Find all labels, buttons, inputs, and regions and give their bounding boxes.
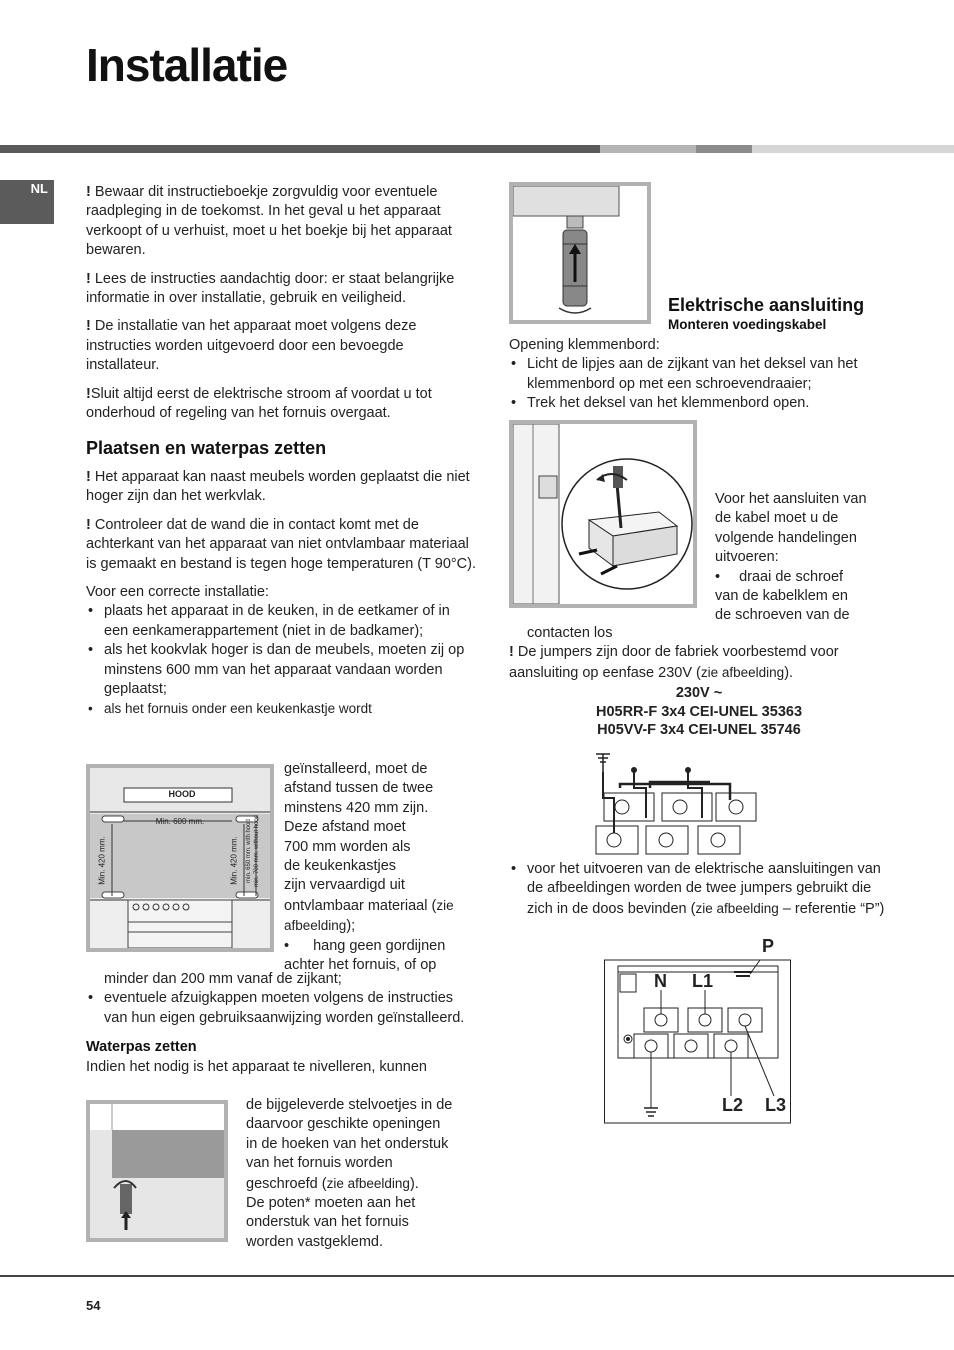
text-line: minstens 420 mm zijn. — [284, 799, 429, 816]
wiring-diagram-230v — [590, 748, 760, 858]
hood-label: HOOD — [168, 789, 196, 799]
intro-paragraph-4 — [86, 385, 476, 424]
text-line: minder dan 200 mm vanaf de zijkant; — [104, 971, 342, 987]
intro-text-3: De installatie van het apparaat moet volgens deze instructies worden uitgevoerd door een bevoegde installateur. — [86, 318, 417, 374]
terminal-box-figure — [509, 420, 697, 608]
intro-paragraph-1 — [86, 183, 476, 261]
bullet-item: • als het fornuis onder een keukenkastje wordt — [86, 699, 476, 718]
figure-reference: zie afbeelding — [326, 1175, 410, 1191]
text-line: De poten* moeten aan het — [246, 1195, 416, 1212]
exclamation-mark: ! — [86, 385, 91, 402]
text-line: de schroeven van de — [715, 607, 850, 624]
label-l1: L1 — [692, 971, 714, 991]
text-span: ). — [409, 1175, 419, 1192]
text-span: ); — [346, 918, 356, 935]
bullet-item: • als het kookvlak hoger is dan de meubels, moeten zij op minstens 600 mm van het apparaat vandaan worden geplaatst; — [86, 641, 476, 699]
text-span: voor het uitvoeren van de elektrische aansluitingen van de afbeeldingen worden de twee jumpers gebruikt die zich in de doos bevinden ( — [527, 861, 881, 917]
text-line: van het fornuis worden — [246, 1155, 393, 1172]
label-n: N — [654, 971, 667, 991]
exclamation-mark: ! — [86, 516, 91, 533]
exclamation-mark: ! — [86, 184, 91, 200]
levelling-wrap-text — [246, 1096, 476, 1252]
levelling-foot-figure — [86, 1100, 228, 1242]
intro-text-2: Lees de instructies aandachtig door: er staat belangrijke informatie in over installatie, gebruik en veiligheid. — [86, 270, 455, 307]
figure-reference: zie afbeelding — [695, 900, 779, 916]
text-line: de bijgeleverde stelvoetjes in de — [246, 1097, 453, 1113]
text-line: uitvoeren: — [715, 549, 779, 566]
exclamation-mark: ! — [86, 318, 91, 335]
levelling-diagram — [90, 1104, 224, 1238]
text-line — [246, 1174, 476, 1194]
text-span: ). — [784, 664, 794, 681]
spec-cable-2: H05VV-F 3x4 CEI-UNEL 35746 — [597, 722, 801, 739]
min-420-label-right: Min. 420 mm. — [229, 836, 239, 885]
heading-level: Waterpas zetten — [86, 1039, 197, 1056]
exclamation-mark: ! — [509, 644, 514, 661]
text-line: worden vastgeklemd. — [246, 1233, 384, 1250]
header-bar-mid — [600, 145, 696, 153]
cabinet-wrap-text — [284, 760, 474, 975]
figure-reference: afbeelding — [284, 918, 347, 934]
page-number: 54 — [86, 1298, 101, 1313]
header-bar-dark — [0, 145, 600, 153]
bullet-item: • Licht de lipjes aan de zijkant van het deksel van het klemmenbord op met een schroevendraaier; — [509, 355, 889, 394]
text-line — [284, 916, 474, 936]
text-span: hang geen gordijnen — [313, 937, 446, 954]
min-420-label-left: Min. 420 mm. — [97, 836, 107, 885]
single-phase-wiring-diagram — [590, 748, 760, 858]
text-line: daarvoor geschikte openingen — [246, 1116, 441, 1133]
cabinet-clearance-figure — [86, 764, 274, 952]
bullet-item: • Trek het deksel van het klemmenbord open. — [509, 394, 889, 413]
min-600-label: Min. 600 mm. — [155, 817, 205, 826]
right-column-middle — [509, 624, 889, 740]
foot-diagram — [513, 186, 647, 320]
header-bar-gray — [696, 145, 752, 153]
text-line: van de kabelklem en — [715, 588, 848, 605]
heading-electrical: Elektrische aansluiting — [668, 295, 865, 315]
text-line — [715, 568, 895, 587]
language-tab-label: NL — [30, 181, 48, 196]
text-line: geïnstalleerd, moet de — [284, 761, 428, 777]
exclamation-mark: ! — [86, 468, 91, 485]
jumper-paragraph — [509, 643, 889, 683]
text-line: de keukenkastjes — [284, 858, 397, 875]
header-bar-light — [752, 145, 954, 153]
text-line: onderstuk van het fornuis — [246, 1214, 409, 1231]
left-column-bottom — [86, 970, 476, 1077]
text-line: achter het fornuis, of op — [284, 957, 437, 974]
text-span: – referentie “P”) — [778, 900, 885, 917]
text-span: ontvlambaar materiaal ( — [284, 897, 437, 914]
without-hood-label: min. 700 mm. without hood — [254, 814, 260, 888]
figure-reference: zie afbeelding — [700, 664, 785, 680]
bullet-item: • eventuele afzuigkappen moeten volgens de instructies van hun eigen gebruiksaanwijzing worden geïnstalleerd. — [86, 989, 476, 1028]
text-line: in de hoeken van het onderstuk — [246, 1135, 449, 1152]
placing-text-2: Controleer dat de wand die in contact komt met de achterkant van het apparaat van niet ontvlambaar materiaal is gemaakt en bestand is tegen hoge temperaturen (T 90°C). — [86, 516, 477, 572]
right-column-bottom — [509, 860, 889, 919]
with-hood-label: min. 650 mm. with hood — [246, 819, 252, 883]
intro-text-1: Bewaar dit instructieboekje zorgvuldig voor eventuele raadpleging in de toekomst. In het geval u het apparaat verkoopt of u verhuist, moet u het boekje bij het apparaat bewaren. — [86, 184, 452, 259]
intro-paragraph-3 — [86, 317, 476, 375]
placing-text-1: Het apparaat kan naast meubels worden geplaatst die niet hoger zijn dan het werkvlak. — [86, 468, 470, 505]
text-line — [284, 896, 474, 916]
text-line: Voor het aansluiten van — [715, 491, 867, 507]
right-column-top — [509, 336, 889, 414]
terminal-box-diagram — [513, 424, 693, 604]
label-l2: L2 — [722, 1095, 744, 1115]
text-line: de kabel moet u de — [715, 510, 839, 527]
text-span: geschroefd ( — [246, 1175, 327, 1192]
label-p: P — [762, 936, 775, 956]
footer-rule — [0, 1275, 954, 1277]
terminal-box-wrap-text — [715, 490, 895, 626]
spec-voltage: 230V ~ — [675, 685, 723, 702]
text-line: zijn vervaardigd uit — [284, 877, 405, 894]
intro-paragraph-2 — [86, 270, 476, 309]
figure-reference: zie — [436, 897, 454, 913]
text-line: afstand tussen de twee — [284, 780, 434, 797]
language-tab — [0, 180, 54, 224]
page-title: Installatie — [86, 39, 288, 91]
exclamation-mark: ! — [86, 270, 91, 287]
placing-paragraph-1 — [86, 468, 476, 507]
cable-spec — [509, 684, 889, 740]
text-line: volgende handelingen — [715, 529, 857, 546]
subheading-power-cable: Monteren voedingskabel — [668, 317, 827, 332]
bullet-mark: • — [715, 568, 721, 585]
opening-label: Opening klemmenbord: — [509, 337, 660, 353]
bullet-mark: • — [284, 937, 290, 954]
intro-text-4: Sluit altijd eerst de elektrische stroom af voordat u tot onderhoud of regeling van het fornuis overgaat. — [86, 385, 432, 422]
terminal-board-diagram — [604, 938, 791, 1124]
adjustable-foot-figure — [509, 182, 651, 324]
text-span: De jumpers zijn door de fabriek voorbestemd voor aansluiting op eenfase 230V ( — [509, 644, 839, 681]
text-line: 700 mm worden als — [284, 838, 411, 855]
spec-cable-1: H05RR-F 3x4 CEI-UNEL 35363 — [595, 703, 803, 720]
text-line — [284, 937, 474, 956]
terminal-board-svg — [604, 938, 791, 1124]
heading-placing: Plaatsen en waterpas zetten — [86, 438, 327, 459]
correct-intro: Voor een correcte installatie: — [86, 583, 269, 600]
level-first-line: Indien het nodig is het apparaat te nivelleren, kunnen — [86, 1058, 427, 1075]
bullet-item: • plaats het apparaat in de keuken, in de eetkamer of in een eenkamerappartement (niet in de badkamer); — [86, 602, 476, 641]
text-line: contacten los — [527, 625, 613, 641]
text-span: draai de schroef — [739, 568, 844, 585]
placing-paragraph-2 — [86, 516, 476, 574]
text-line: Deze afstand moet — [284, 819, 406, 836]
bullet-item — [509, 860, 889, 919]
left-column-top — [86, 183, 476, 719]
label-l3: L3 — [765, 1095, 787, 1115]
